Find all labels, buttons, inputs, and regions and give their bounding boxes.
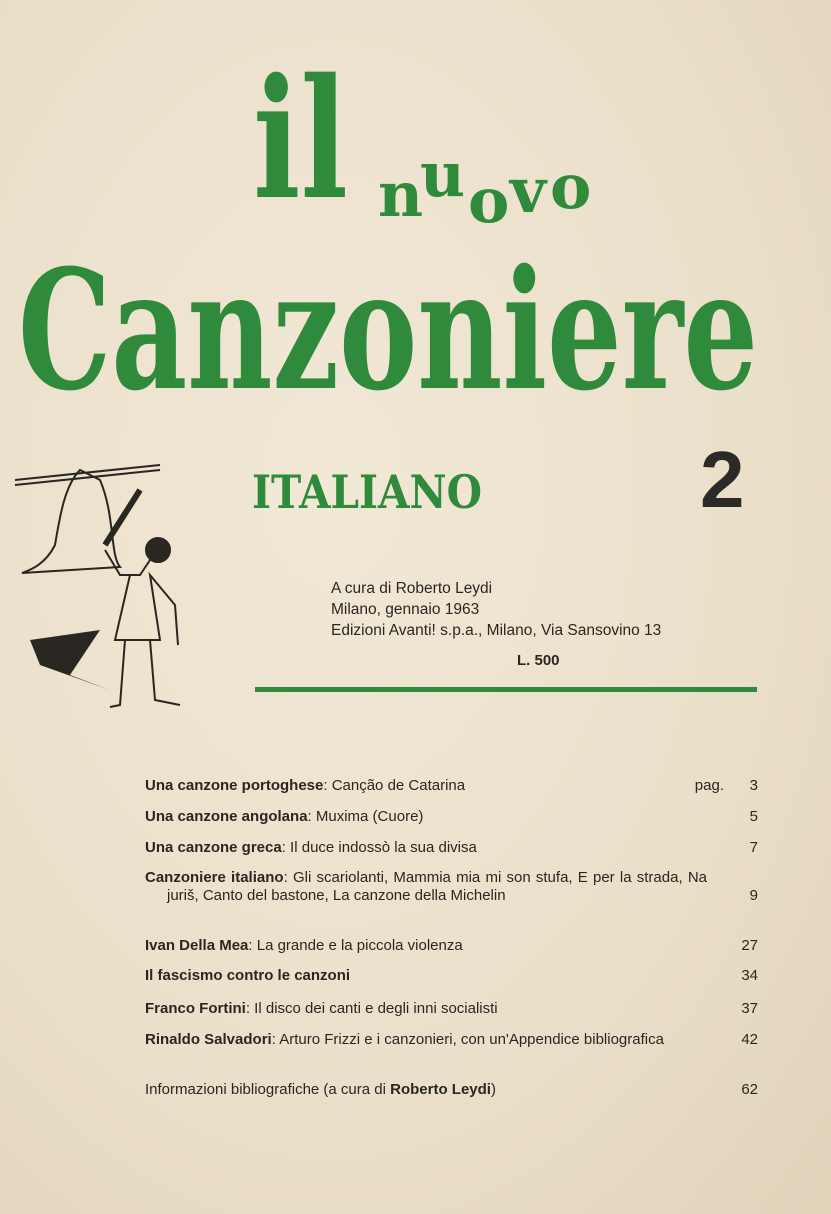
toc-page: 9 [749, 887, 758, 904]
toc-page: 7 [749, 839, 758, 856]
nuovo-letter: v [510, 154, 547, 227]
nuovo-letter: o [550, 150, 592, 223]
toc-row [145, 937, 758, 955]
toc-title: : Canção de Catarina [323, 777, 466, 794]
toc-author: Una canzone portoghese [145, 777, 324, 794]
masthead-nuovo [378, 138, 591, 237]
toc-row [145, 967, 758, 985]
publisher-line: Edizioni Avanti! s.p.a., Milano, Via Sansovino 13 [331, 622, 662, 639]
toc-title-end: ) [490, 1081, 496, 1098]
toc-title: : Il disco dei canti e degli inni socialisti [245, 1000, 498, 1017]
toc-title: Informazioni bibliografiche (a cura di [145, 1081, 391, 1098]
price: L. 500 [517, 652, 560, 669]
toc-row [145, 869, 758, 905]
toc-row [145, 1000, 758, 1018]
masthead-canzoniere: Canzoniere [18, 233, 758, 427]
nuovo-letter: u [420, 138, 466, 211]
toc-author: Roberto Leydi [390, 1081, 491, 1098]
toc-author: Canzoniere italiano [145, 869, 284, 886]
toc-author: Ivan Della Mea [145, 937, 249, 954]
toc-page: 42 [741, 1031, 758, 1048]
pag-label: pag. [694, 777, 724, 794]
toc-author: Una canzone angolana [145, 808, 308, 825]
toc-row [145, 1031, 758, 1049]
toc-title: : Gli scariolanti, Mammia mia mi son stufa, E per la strada, Na juriš, Canto del bastone, La canzone della Michelin [167, 869, 707, 904]
toc-author: Una canzone greca [145, 839, 282, 856]
toc-row [145, 839, 758, 857]
toc-page: 5 [749, 808, 758, 825]
toc-title: : Arturo Frizzi e i canzonieri, con un'Appendice bibliografica [271, 1031, 664, 1048]
toc-author: Franco Fortini [145, 1000, 246, 1017]
toc-row [145, 1081, 758, 1099]
masthead-il: il [253, 42, 348, 236]
toc-row [145, 777, 758, 795]
toc-author: Il fascismo contro le canzoni [145, 967, 351, 984]
nuovo-letter: o [468, 164, 510, 237]
editor-line: A cura di Roberto Leydi [331, 580, 493, 597]
toc-page: 37 [741, 1000, 758, 1017]
credits [331, 578, 661, 641]
date-line: Milano, gennaio 1963 [331, 601, 480, 618]
toc-title: : Il duce indossò la sua divisa [281, 839, 477, 856]
toc-title: : La grande e la piccola violenza [248, 937, 463, 954]
toc-page: 3 [749, 777, 758, 794]
toc-page: 34 [741, 967, 758, 984]
nuovo-letter: n [378, 158, 424, 231]
toc-page: 27 [741, 937, 758, 954]
toc-page: 62 [741, 1081, 758, 1098]
bell-ringer-illustration [10, 455, 190, 720]
toc-row [145, 808, 758, 826]
toc-title: : Muxima (Cuore) [307, 808, 424, 825]
issue-number: 2 [700, 435, 745, 524]
green-rule [255, 687, 757, 692]
toc-author: Rinaldo Salvadori [145, 1031, 272, 1048]
masthead-italiano: ITALIANO [252, 465, 482, 519]
